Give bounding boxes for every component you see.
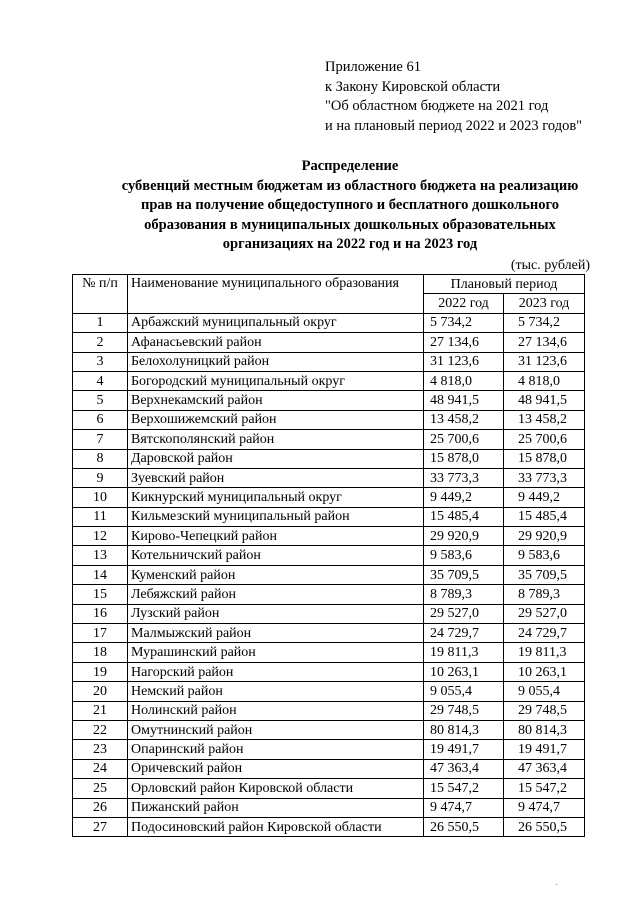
row-number: 23 bbox=[73, 740, 128, 759]
row-number: 17 bbox=[73, 624, 128, 643]
value-2023: 19 491,7 bbox=[504, 740, 585, 759]
header-name: Наименование муниципального образования bbox=[128, 275, 424, 314]
row-number: 19 bbox=[73, 662, 128, 681]
row-number: 2 bbox=[73, 333, 128, 352]
municipality-name: Вятскополянский район bbox=[128, 430, 424, 449]
municipality-name: Кирово-Чепецкий район bbox=[128, 527, 424, 546]
row-number: 26 bbox=[73, 798, 128, 817]
municipality-name: Кильмезский муниципальный район bbox=[128, 507, 424, 526]
header-number: № п/п bbox=[73, 275, 128, 314]
value-2022: 8 789,3 bbox=[424, 585, 504, 604]
table-row bbox=[73, 468, 585, 487]
municipality-name: Зуевский район bbox=[128, 468, 424, 487]
row-number: 15 bbox=[73, 585, 128, 604]
row-number: 7 bbox=[73, 430, 128, 449]
value-2022: 15 878,0 bbox=[424, 449, 504, 468]
value-2022: 29 527,0 bbox=[424, 604, 504, 623]
municipality-name: Нолинский район bbox=[128, 701, 424, 720]
municipality-name: Верхнекамский район bbox=[128, 391, 424, 410]
table-row bbox=[73, 643, 585, 662]
row-number: 25 bbox=[73, 779, 128, 798]
row-number: 11 bbox=[73, 507, 128, 526]
value-2022: 29 748,5 bbox=[424, 701, 504, 720]
value-2023: 4 818,0 bbox=[504, 371, 585, 390]
value-2023: 8 789,3 bbox=[504, 585, 585, 604]
row-number: 18 bbox=[73, 643, 128, 662]
table-row bbox=[73, 624, 585, 643]
table-row bbox=[73, 817, 585, 836]
municipality-name: Верхошижемский район bbox=[128, 410, 424, 429]
row-number: 13 bbox=[73, 546, 128, 565]
value-2022: 10 263,1 bbox=[424, 662, 504, 681]
value-2023: 9 474,7 bbox=[504, 798, 585, 817]
municipality-name: Мурашинский район bbox=[128, 643, 424, 662]
value-2023: 24 729,7 bbox=[504, 624, 585, 643]
appendix-line: "Об областном бюджете на 2021 год bbox=[325, 98, 549, 114]
value-2022: 19 811,3 bbox=[424, 643, 504, 662]
header-year-2023: 2023 год bbox=[504, 294, 585, 313]
title-line: организациях на 2022 год и на 2023 год bbox=[222, 236, 478, 252]
table-row bbox=[73, 701, 585, 720]
value-2022: 19 491,7 bbox=[424, 740, 504, 759]
table-row bbox=[73, 565, 585, 584]
table-row bbox=[73, 391, 585, 410]
value-2023: 19 811,3 bbox=[504, 643, 585, 662]
value-2023: 48 941,5 bbox=[504, 391, 585, 410]
value-2023: 29 920,9 bbox=[504, 527, 585, 546]
value-2023: 29 748,5 bbox=[504, 701, 585, 720]
table-row bbox=[73, 759, 585, 778]
row-number: 27 bbox=[73, 817, 128, 836]
value-2022: 29 920,9 bbox=[424, 527, 504, 546]
value-2022: 80 814,3 bbox=[424, 720, 504, 739]
municipality-name: Омутнинский район bbox=[128, 720, 424, 739]
value-2022: 27 134,6 bbox=[424, 333, 504, 352]
value-2023: 13 458,2 bbox=[504, 410, 585, 429]
value-2022: 15 547,2 bbox=[424, 779, 504, 798]
value-2023: 27 134,6 bbox=[504, 333, 585, 352]
value-2023: 15 485,4 bbox=[504, 507, 585, 526]
municipality-name: Афанасьевский район bbox=[128, 333, 424, 352]
value-2023: 33 773,3 bbox=[504, 468, 585, 487]
table-row bbox=[73, 585, 585, 604]
municipality-name: Оричевский район bbox=[128, 759, 424, 778]
row-number: 22 bbox=[73, 720, 128, 739]
value-2023: 29 527,0 bbox=[504, 604, 585, 623]
value-2022: 9 449,2 bbox=[424, 488, 504, 507]
subsidy-table bbox=[72, 274, 585, 837]
municipality-name: Лузский район bbox=[128, 604, 424, 623]
municipality-name: Немский район bbox=[128, 682, 424, 701]
table-row bbox=[73, 798, 585, 817]
units-label: (тыс. рублей) bbox=[510, 258, 590, 273]
table-row bbox=[73, 779, 585, 798]
value-2023: 9 449,2 bbox=[504, 488, 585, 507]
scan-mark: · bbox=[555, 880, 559, 891]
row-number: 12 bbox=[73, 527, 128, 546]
table-row bbox=[73, 333, 585, 352]
value-2022: 33 773,3 bbox=[424, 468, 504, 487]
value-2022: 13 458,2 bbox=[424, 410, 504, 429]
municipality-name: Арбажский муниципальный округ bbox=[128, 313, 424, 332]
table-row bbox=[73, 662, 585, 681]
appendix-line: к Закону Кировской области bbox=[325, 78, 501, 95]
municipality-name: Даровской район bbox=[128, 449, 424, 468]
value-2022: 9 055,4 bbox=[424, 682, 504, 701]
row-number: 14 bbox=[73, 565, 128, 584]
value-2023: 47 363,4 bbox=[504, 759, 585, 778]
value-2023: 5 734,2 bbox=[504, 313, 585, 332]
value-2022: 47 363,4 bbox=[424, 759, 504, 778]
row-number: 9 bbox=[73, 468, 128, 487]
appendix-line: Приложение 61 bbox=[325, 59, 421, 75]
value-2023: 31 123,6 bbox=[504, 352, 585, 371]
municipality-name: Котельничский район bbox=[128, 546, 424, 565]
municipality-name: Кикнурский муниципальный округ bbox=[128, 488, 424, 507]
value-2022: 48 941,5 bbox=[424, 391, 504, 410]
table-row bbox=[73, 449, 585, 468]
value-2023: 25 700,6 bbox=[504, 430, 585, 449]
municipality-name: Орловский район Кировской области bbox=[128, 779, 424, 798]
value-2023: 9 583,6 bbox=[504, 546, 585, 565]
value-2022: 35 709,5 bbox=[424, 565, 504, 584]
table-row bbox=[73, 313, 585, 332]
table-row bbox=[73, 430, 585, 449]
title-line: образования в муниципальных дошкольных образовательных bbox=[144, 216, 556, 233]
value-2023: 9 055,4 bbox=[504, 682, 585, 701]
document-title bbox=[60, 157, 640, 255]
value-2022: 5 734,2 bbox=[424, 313, 504, 332]
row-number: 21 bbox=[73, 701, 128, 720]
value-2022: 4 818,0 bbox=[424, 371, 504, 390]
row-number: 20 bbox=[73, 682, 128, 701]
row-number: 10 bbox=[73, 488, 128, 507]
table-body bbox=[73, 313, 585, 837]
row-number: 8 bbox=[73, 449, 128, 468]
table-row bbox=[73, 682, 585, 701]
municipality-name: Белохолуницкий район bbox=[128, 352, 424, 371]
value-2022: 9 474,7 bbox=[424, 798, 504, 817]
value-2023: 10 263,1 bbox=[504, 662, 585, 681]
appendix-line: и на плановый период 2022 и 2023 годов" bbox=[325, 117, 583, 134]
value-2022: 9 583,6 bbox=[424, 546, 504, 565]
municipality-name: Нагорский район bbox=[128, 662, 424, 681]
appendix-reference bbox=[325, 58, 582, 136]
header-year-2022: 2022 год bbox=[424, 294, 504, 313]
table-row bbox=[73, 527, 585, 546]
table-row bbox=[73, 410, 585, 429]
municipality-name: Малмыжский район bbox=[128, 624, 424, 643]
table-row bbox=[73, 720, 585, 739]
table-row bbox=[73, 546, 585, 565]
title-line: субвенций местным бюджетам из областного бюджета на реализацию bbox=[121, 177, 579, 194]
row-number: 1 bbox=[73, 313, 128, 332]
value-2023: 15 878,0 bbox=[504, 449, 585, 468]
table-row bbox=[73, 488, 585, 507]
municipality-name: Опаринский район bbox=[128, 740, 424, 759]
municipality-name: Пижанский район bbox=[128, 798, 424, 817]
table-row bbox=[73, 507, 585, 526]
value-2022: 25 700,6 bbox=[424, 430, 504, 449]
header-period: Плановый период bbox=[424, 275, 585, 294]
value-2023: 80 814,3 bbox=[504, 720, 585, 739]
table-row bbox=[73, 740, 585, 759]
table-row bbox=[73, 604, 585, 623]
value-2022: 26 550,5 bbox=[424, 817, 504, 836]
municipality-name: Богородский муниципальный округ bbox=[128, 371, 424, 390]
municipality-name: Куменский район bbox=[128, 565, 424, 584]
title-line: Распределение bbox=[301, 158, 399, 174]
row-number: 4 bbox=[73, 371, 128, 390]
title-line: прав на получение общедоступного и бесплатного дошкольного bbox=[141, 197, 559, 213]
value-2023: 15 547,2 bbox=[504, 779, 585, 798]
row-number: 24 bbox=[73, 759, 128, 778]
table-row bbox=[73, 352, 585, 371]
row-number: 3 bbox=[73, 352, 128, 371]
value-2022: 24 729,7 bbox=[424, 624, 504, 643]
value-2022: 31 123,6 bbox=[424, 352, 504, 371]
row-number: 16 bbox=[73, 604, 128, 623]
value-2023: 35 709,5 bbox=[504, 565, 585, 584]
table-row bbox=[73, 371, 585, 390]
value-2022: 15 485,4 bbox=[424, 507, 504, 526]
row-number: 6 bbox=[73, 410, 128, 429]
row-number: 5 bbox=[73, 391, 128, 410]
municipality-name: Подосиновский район Кировской области bbox=[128, 817, 424, 836]
value-2023: 26 550,5 bbox=[504, 817, 585, 836]
municipality-name: Лебяжский район bbox=[128, 585, 424, 604]
